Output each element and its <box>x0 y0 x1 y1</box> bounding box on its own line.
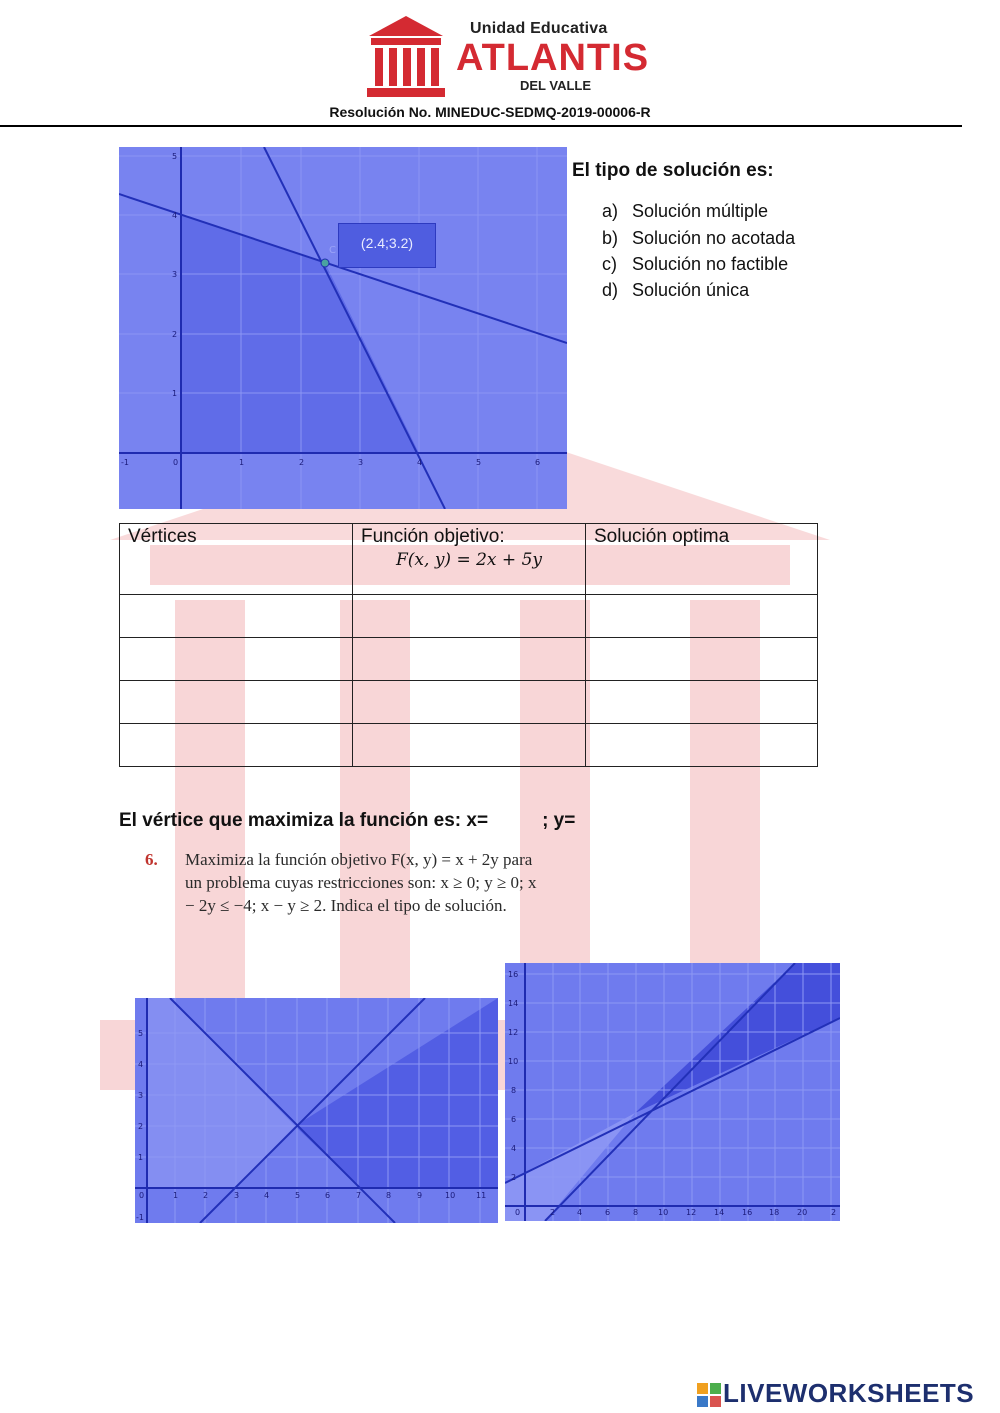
x-tick: 5 <box>476 458 482 467</box>
option-c[interactable] <box>602 254 788 275</box>
x-tick: 3 <box>358 458 364 467</box>
table-cell[interactable] <box>586 595 818 638</box>
graph-3 <box>505 963 840 1221</box>
vertex-name: C <box>329 245 336 256</box>
y-tick: 8 <box>511 1086 517 1095</box>
x-tick: 7 <box>356 1191 362 1200</box>
school-name-line2: ATLANTIS <box>456 37 650 79</box>
header-optimal: Solución optima <box>586 524 818 595</box>
header-divider <box>0 125 962 127</box>
x-tick: 4 <box>264 1191 270 1200</box>
x-tick: 20 <box>797 1208 808 1217</box>
table-cell[interactable] <box>353 595 586 638</box>
x-tick: 16 <box>742 1208 753 1217</box>
table-cell[interactable] <box>120 724 353 767</box>
x-tick: 4 <box>417 458 423 467</box>
origin-tick: 0 <box>515 1208 521 1217</box>
school-name-line3: DEL VALLE <box>520 78 592 93</box>
x-tick: 8 <box>633 1208 639 1217</box>
school-name-line1: Unidad Educativa <box>470 20 608 37</box>
x-tick: 2 <box>299 458 305 467</box>
header-objective-label: Función objetivo: <box>361 526 505 547</box>
table-cell[interactable] <box>586 638 818 681</box>
origin-tick: 0 <box>139 1191 145 1200</box>
y-tick: 5 <box>138 1029 144 1038</box>
y-tick: 1 <box>172 389 178 398</box>
maximize-y-label: ; y= <box>542 810 576 831</box>
y-tick: 5 <box>172 152 178 161</box>
table-cell[interactable] <box>120 681 353 724</box>
y-tick: 2 <box>511 1173 517 1182</box>
x-tick: 6 <box>535 458 541 467</box>
x-tick: 2 <box>831 1208 837 1217</box>
option-b[interactable] <box>602 228 795 249</box>
y-tick: 3 <box>172 270 178 279</box>
table-cell[interactable] <box>353 724 586 767</box>
x-tick: 14 <box>714 1208 725 1217</box>
liveworksheets-brand <box>697 1378 974 1409</box>
x-tick: 1 <box>239 458 245 467</box>
graph-3-plot <box>505 963 840 1221</box>
graph-2 <box>135 998 498 1223</box>
header-vertices: Vértices <box>120 524 353 595</box>
vertex-label: (2.4;3.2) <box>338 223 436 268</box>
option-text: Solución no acotada <box>632 228 796 248</box>
x-tick: 6 <box>325 1191 331 1200</box>
x-tick: 12 <box>686 1208 697 1217</box>
y-tick: 2 <box>172 330 178 339</box>
table-cell[interactable] <box>120 638 353 681</box>
x-tick: 2 <box>550 1208 556 1217</box>
maximize-statement <box>119 810 575 832</box>
x-tick: 10 <box>658 1208 669 1217</box>
maximize-x-label: El vértice que maximiza la función es: x= <box>119 810 489 831</box>
x-tick: 5 <box>295 1191 301 1200</box>
x-tick: 10 <box>445 1191 456 1200</box>
y-tick: 6 <box>511 1115 517 1124</box>
y-tick: 1 <box>138 1153 144 1162</box>
x-tick: 11 <box>476 1191 487 1200</box>
liveworksheets-text: LIVEWORKSHEETS <box>723 1378 975 1408</box>
resolution-number: Resolución No. MINEDUC-SEDMQ-2019-00006-R <box>329 104 651 120</box>
liveworksheets-icon <box>697 1383 721 1407</box>
option-a[interactable] <box>602 201 768 222</box>
option-text: Solución múltiple <box>632 201 769 221</box>
y-tick: 4 <box>511 1144 517 1153</box>
option-text: Solución única <box>632 280 750 300</box>
y-tick: 10 <box>508 1057 519 1066</box>
x-tick: 9 <box>417 1191 423 1200</box>
table-cell[interactable] <box>120 595 353 638</box>
graph-2-plot <box>135 998 498 1223</box>
x-tick: 8 <box>386 1191 392 1200</box>
vertices-table <box>119 523 818 767</box>
problem-text: Maximiza la función objetivo F(x, y) = x + 2y para un problema cuyas restricciones son: x ≥ 0; y ≥ 0; x − 2y ≤ −4; x − y ≥ 2. Indica el tipo de solución. <box>185 850 537 915</box>
option-letter: b) <box>602 228 619 248</box>
vertex-point <box>321 259 329 267</box>
x-tick: 18 <box>769 1208 780 1217</box>
option-letter: a) <box>602 201 619 221</box>
x-tick: 1 <box>173 1191 179 1200</box>
y-tick: 14 <box>508 999 519 1008</box>
question-title: El tipo de solución es: <box>572 160 774 181</box>
option-text: Solución no factible <box>632 254 789 274</box>
y-tick: -1 <box>136 1213 144 1222</box>
header-objective <box>353 524 586 595</box>
graph-1-plot <box>119 147 567 509</box>
option-d[interactable] <box>602 280 749 301</box>
graph-1 <box>119 147 567 509</box>
table-cell[interactable] <box>353 681 586 724</box>
problem-number: 6. <box>145 850 158 869</box>
x-tick: 6 <box>605 1208 611 1217</box>
y-tick: 4 <box>172 211 178 220</box>
objective-formula: F(x, y) = 2x + 5y <box>396 550 542 570</box>
x-tick: -1 <box>121 458 129 467</box>
y-tick: 12 <box>508 1028 519 1037</box>
x-tick: 0 <box>173 458 179 467</box>
option-letter: c) <box>602 254 617 274</box>
x-tick: 2 <box>203 1191 209 1200</box>
x-tick: 4 <box>577 1208 583 1217</box>
y-tick: 4 <box>138 1060 144 1069</box>
table-cell[interactable] <box>353 638 586 681</box>
y-tick: 2 <box>138 1122 144 1131</box>
option-letter: d) <box>602 280 619 300</box>
table-cell[interactable] <box>586 724 818 767</box>
y-tick: 16 <box>508 970 519 979</box>
x-tick: 3 <box>234 1191 240 1200</box>
table-cell[interactable] <box>586 681 818 724</box>
school-logo <box>365 14 447 100</box>
y-tick: 3 <box>138 1091 144 1100</box>
